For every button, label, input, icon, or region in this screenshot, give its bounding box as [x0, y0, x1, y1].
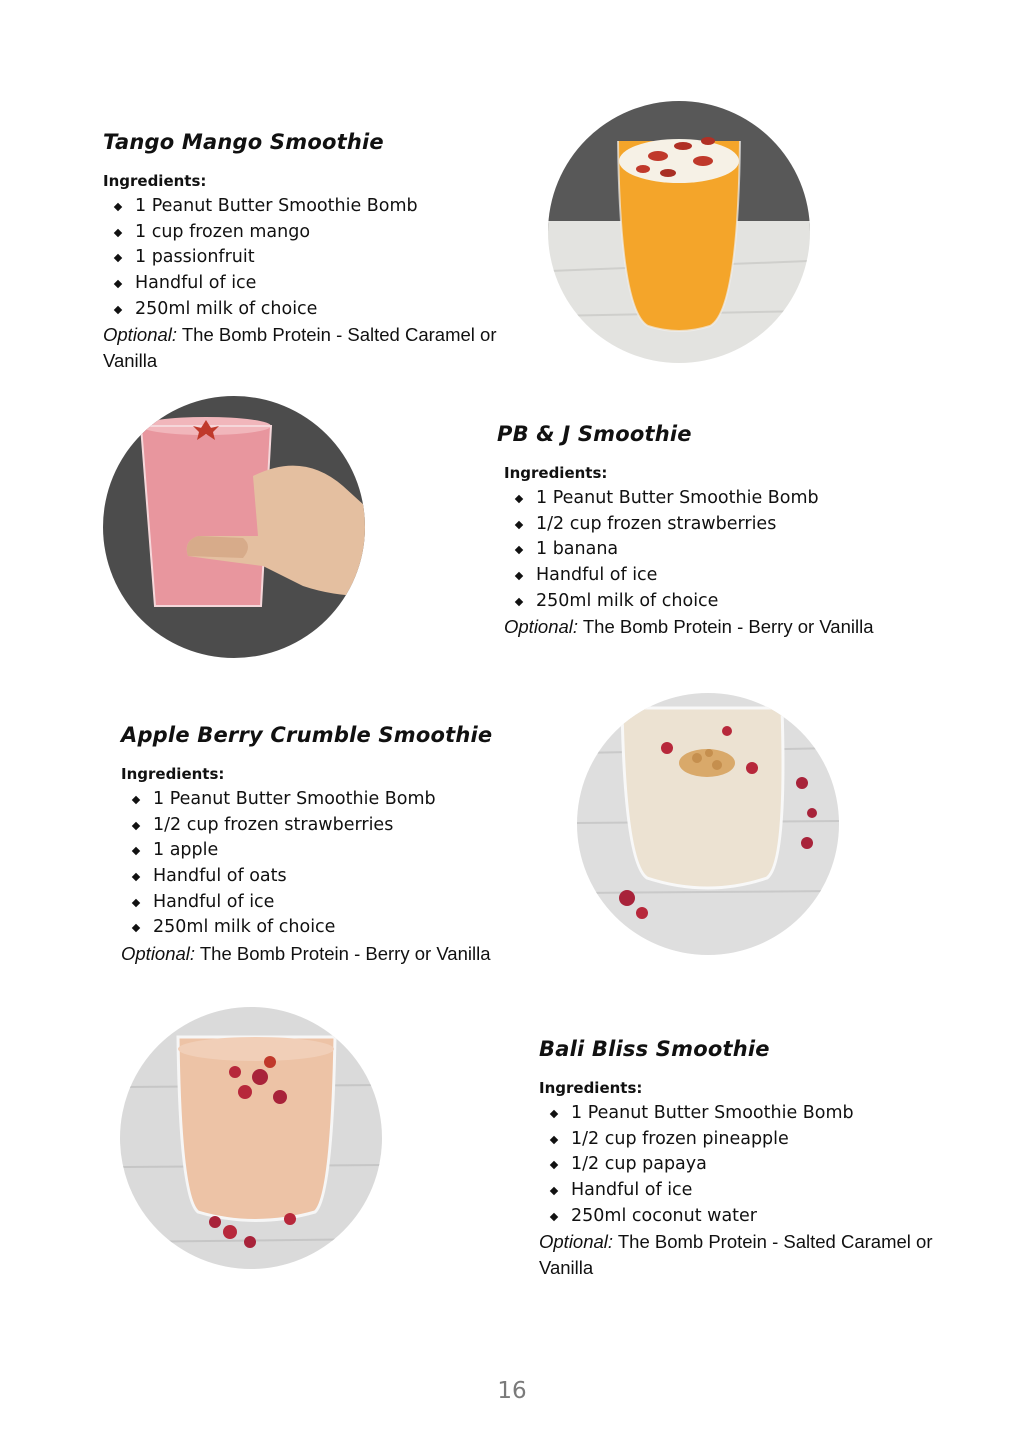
bullet-icon — [132, 899, 140, 907]
ingredients-label: Ingredients: — [539, 1079, 643, 1097]
optional-label: Optional: — [539, 1231, 614, 1253]
bullet-icon — [132, 847, 140, 855]
list-item: Handful of ice — [103, 271, 533, 297]
ingredients-label: Ingredients: — [504, 464, 608, 482]
ingredient-list — [539, 1101, 979, 1229]
bullet-icon — [550, 1110, 558, 1118]
recipe-title: Apple Berry Crumble Smoothie — [121, 723, 493, 747]
list-item: Handful of ice — [504, 563, 937, 589]
ingredient-list — [103, 194, 533, 322]
list-item: 1 apple — [121, 838, 551, 864]
list-item: 250ml coconut water — [539, 1204, 979, 1230]
recipe-apple-berry-crumble — [121, 723, 551, 967]
optional-text: The Bomb Protein - Berry or Vanilla — [578, 616, 874, 638]
tango-mango-photo — [548, 101, 810, 363]
bullet-icon — [550, 1161, 558, 1169]
optional-label: Optional: — [103, 324, 178, 346]
bullet-icon — [515, 546, 523, 554]
optional-label: Optional: — [504, 616, 579, 638]
bullet-icon — [550, 1213, 558, 1221]
ingredients-label: Ingredients: — [103, 172, 207, 190]
list-item: 1 Peanut Butter Smoothie Bomb — [504, 486, 937, 512]
recipe-title: Bali Bliss Smoothie — [539, 1037, 770, 1061]
optional-note — [504, 614, 937, 640]
pb-j-photo — [103, 396, 365, 658]
bullet-icon — [114, 254, 122, 262]
smoothie-glass-image — [103, 396, 365, 658]
recipe-tango-mango — [103, 130, 533, 374]
smoothie-glass-image — [120, 1007, 382, 1269]
list-item: 250ml milk of choice — [504, 589, 937, 615]
recipe-title: Tango Mango Smoothie — [103, 130, 384, 154]
ingredients-label: Ingredients: — [121, 765, 225, 783]
list-item: Handful of oats — [121, 864, 551, 890]
list-item: 1/2 cup papaya — [539, 1152, 979, 1178]
bullet-icon — [132, 924, 140, 932]
list-item: 1 banana — [504, 537, 937, 563]
ingredient-list — [504, 486, 937, 614]
optional-label: Optional: — [121, 943, 196, 965]
bullet-icon — [515, 520, 523, 528]
list-item: 1 cup frozen mango — [103, 220, 533, 246]
recipe-pb-j — [497, 422, 937, 640]
bullet-icon — [114, 228, 122, 236]
optional-text: The Bomb Protein - Salted Caramel or Vanilla — [539, 1231, 933, 1279]
list-item: 1/2 cup frozen strawberries — [121, 813, 551, 839]
list-item: 250ml milk of choice — [103, 297, 533, 323]
bullet-icon — [515, 572, 523, 580]
optional-text: The Bomb Protein - Salted Caramel or Vanilla — [103, 324, 497, 372]
list-item: 1/2 cup frozen pineapple — [539, 1127, 979, 1153]
list-item: 250ml milk of choice — [121, 915, 551, 941]
list-item: 1 Peanut Butter Smoothie Bomb — [103, 194, 533, 220]
bullet-icon — [132, 821, 140, 829]
bullet-icon — [114, 280, 122, 288]
optional-text: The Bomb Protein - Berry or Vanilla — [195, 943, 491, 965]
optional-note — [539, 1229, 979, 1281]
bullet-icon — [515, 598, 523, 606]
optional-note — [103, 322, 533, 374]
list-item: Handful of ice — [539, 1178, 979, 1204]
bullet-icon — [132, 796, 140, 804]
bullet-icon — [114, 306, 122, 314]
list-item: 1/2 cup frozen strawberries — [504, 512, 937, 538]
bali-bliss-photo — [120, 1007, 382, 1269]
ingredient-list — [121, 787, 551, 941]
list-item: 1 Peanut Butter Smoothie Bomb — [121, 787, 551, 813]
recipe-bali-bliss — [539, 1037, 979, 1281]
page-number: 16 — [497, 1378, 527, 1404]
smoothie-glass-image — [548, 101, 810, 363]
apple-berry-crumble-photo — [577, 693, 839, 955]
bullet-icon — [515, 495, 523, 503]
bullet-icon — [132, 873, 140, 881]
list-item: 1 Peanut Butter Smoothie Bomb — [539, 1101, 979, 1127]
optional-note — [121, 941, 551, 967]
smoothie-glass-image — [577, 693, 839, 955]
list-item: Handful of ice — [121, 890, 551, 916]
list-item: 1 passionfruit — [103, 245, 533, 271]
bullet-icon — [550, 1135, 558, 1143]
bullet-icon — [114, 203, 122, 211]
recipe-title: PB & J Smoothie — [497, 422, 692, 446]
bullet-icon — [550, 1187, 558, 1195]
